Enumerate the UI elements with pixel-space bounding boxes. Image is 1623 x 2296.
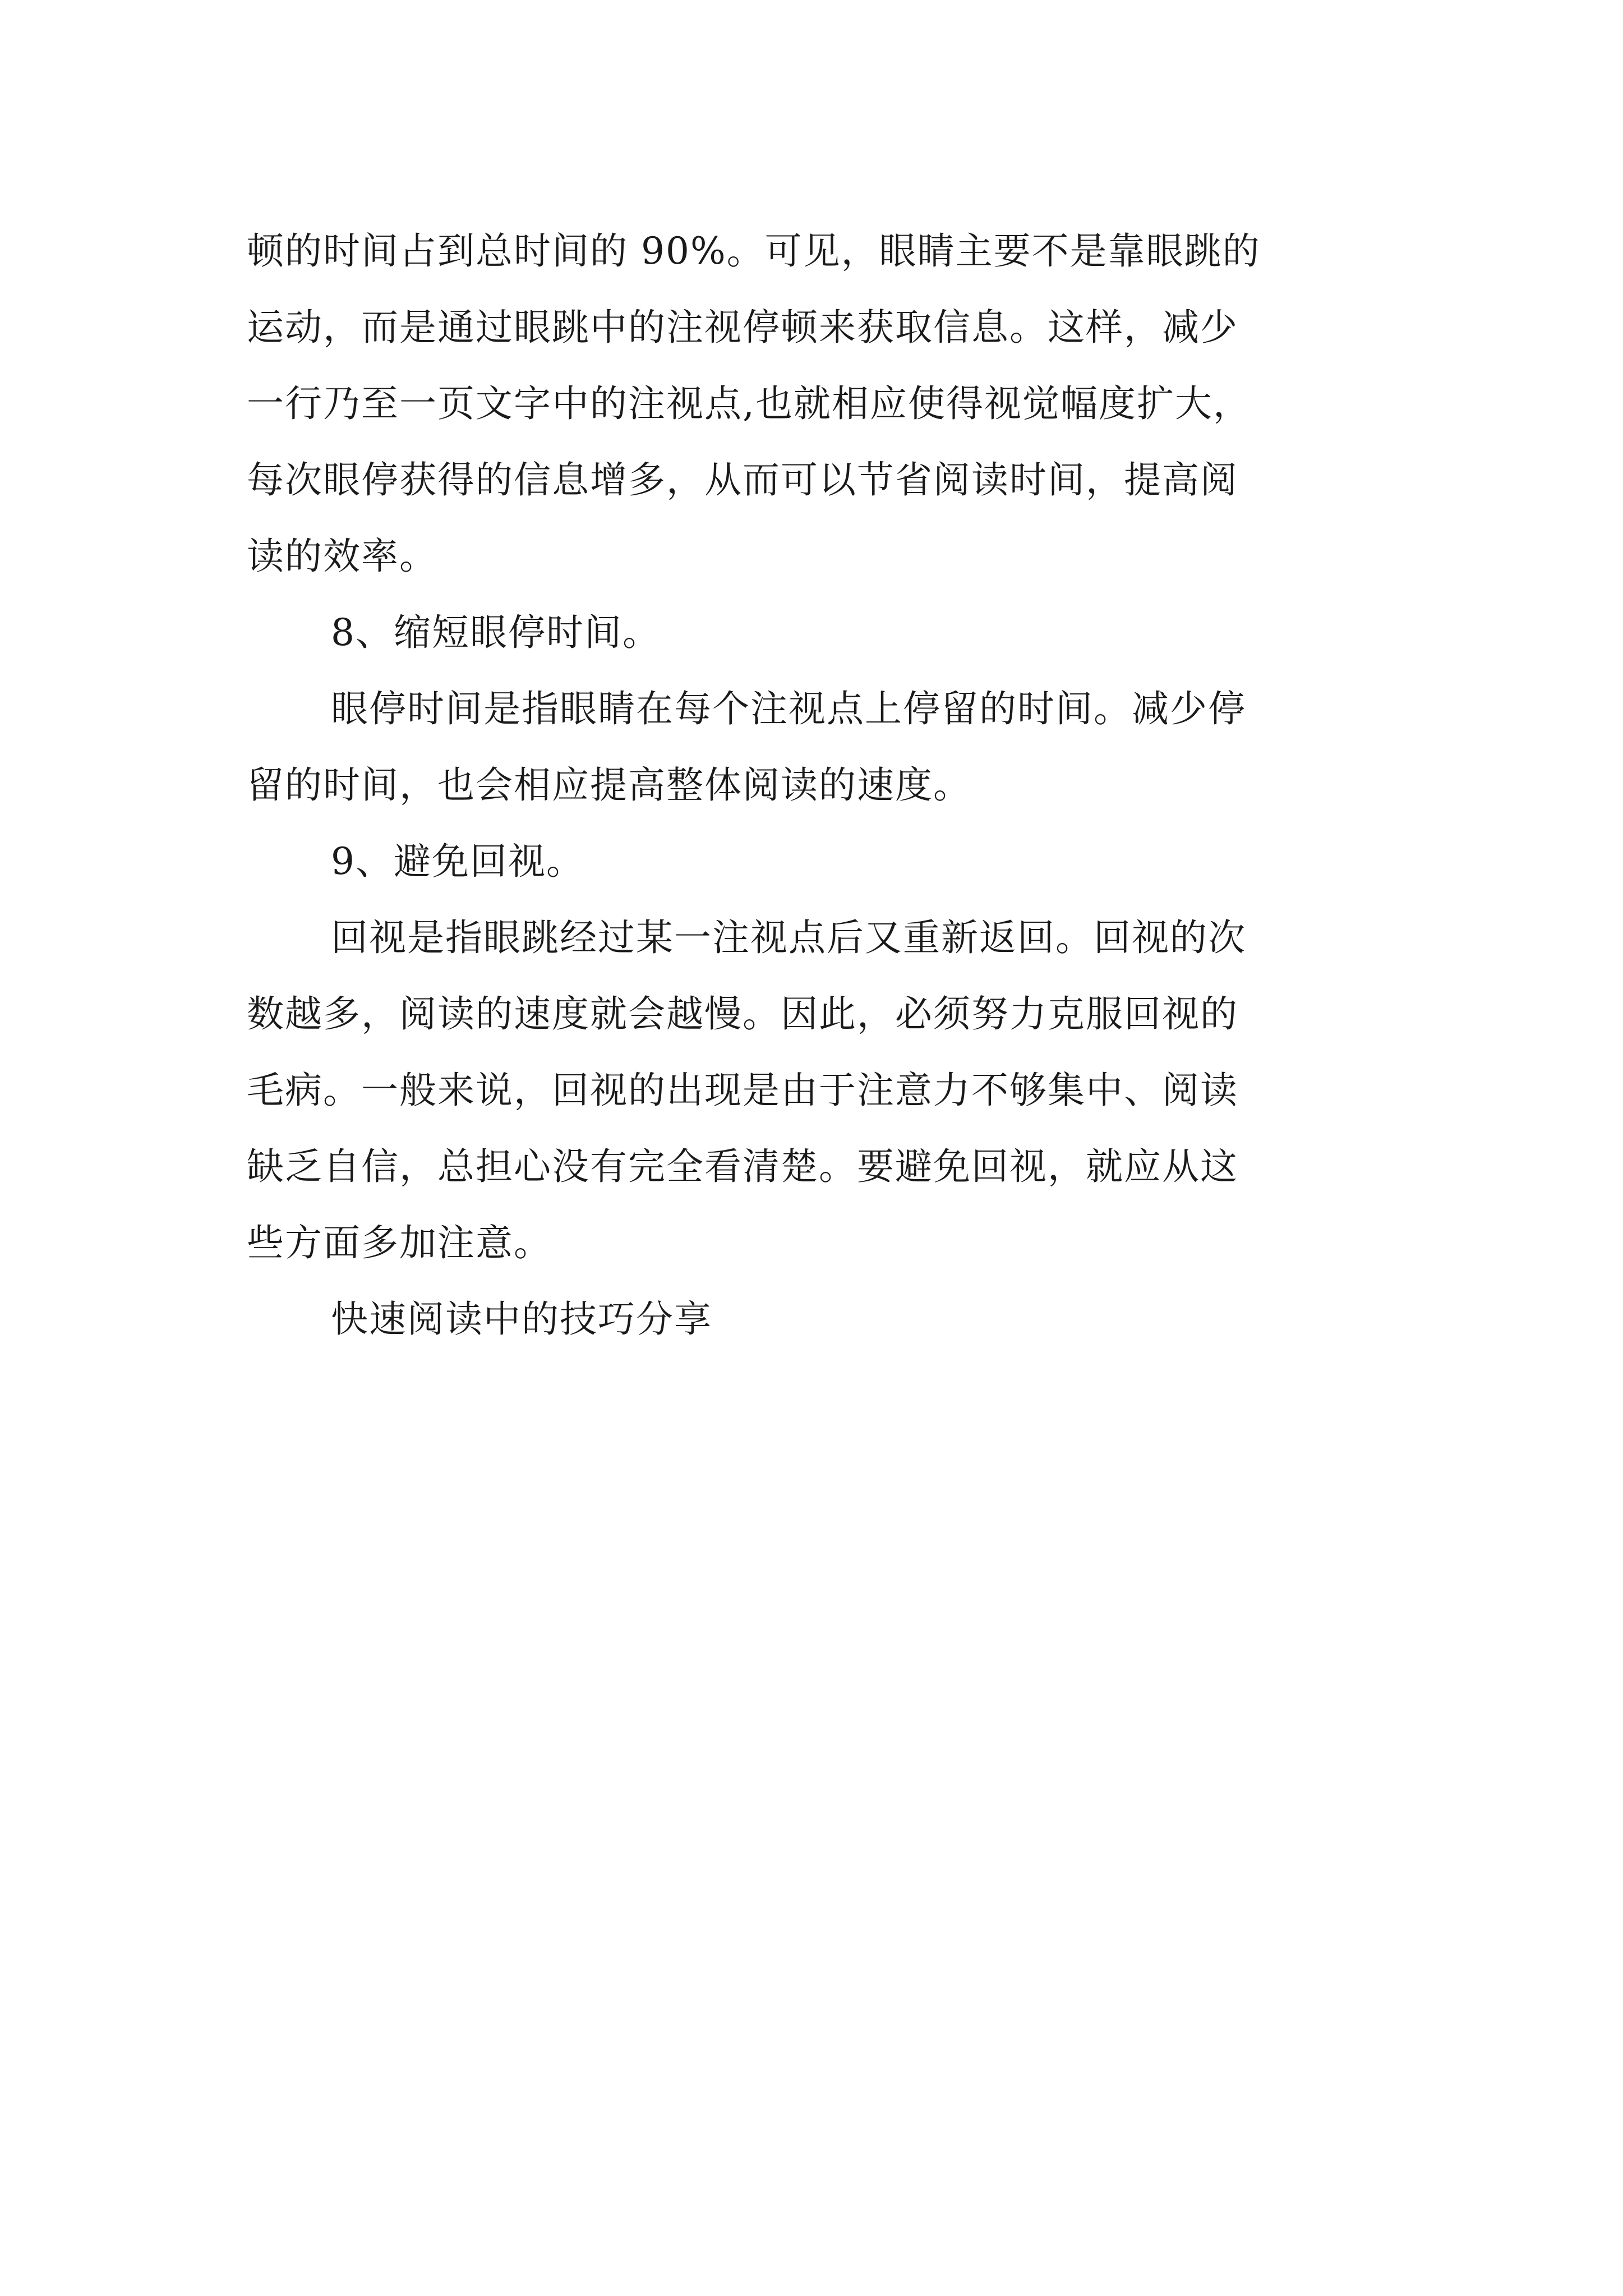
body-line-10: 回视是指眼跳经过某一注视点后又重新返回。回视的次 (331, 916, 1246, 959)
document-body (247, 213, 1447, 1358)
section-heading-9: 9、避免回视。 (331, 840, 584, 883)
body-line-5: 读的效率。 (247, 535, 437, 578)
body-line-4: 每次眼停获得的信息增多，从而可以节省阅读时间，提高阅 (247, 458, 1238, 501)
body-line-7: 眼停时间是指眼睛在每个注视点上停留的时间。减少停 (331, 687, 1246, 730)
section-heading-8: 8、缩短眼停时间。 (331, 611, 661, 654)
body-line-12: 毛病。一般来说，回视的出现是由于注意力不够集中、阅读 (247, 1069, 1238, 1112)
body-line-8: 留的时间，也会相应提高整体阅读的速度。 (247, 763, 971, 807)
body-line-11: 数越多，阅读的速度就会越慢。因此，必须努力克服回视的 (247, 992, 1238, 1036)
body-line-14: 些方面多加注意。 (247, 1221, 552, 1264)
section-title-tips: 快速阅读中的技巧分享 (331, 1297, 712, 1341)
body-line-2: 运动，而是通过眼跳中的注视停顿来获取信息。这样，减少 (247, 306, 1238, 349)
body-line-13: 缺乏自信，总担心没有完全看清楚。要避免回视，就应从这 (247, 1145, 1238, 1188)
body-line-1: 顿的时间占到总时间的 90%。可见，眼睛主要不是靠眼跳的 (247, 229, 1261, 273)
body-line-3: 一行乃至一页文字中的注视点,也就相应使得视觉幅度扩大， (247, 382, 1251, 425)
